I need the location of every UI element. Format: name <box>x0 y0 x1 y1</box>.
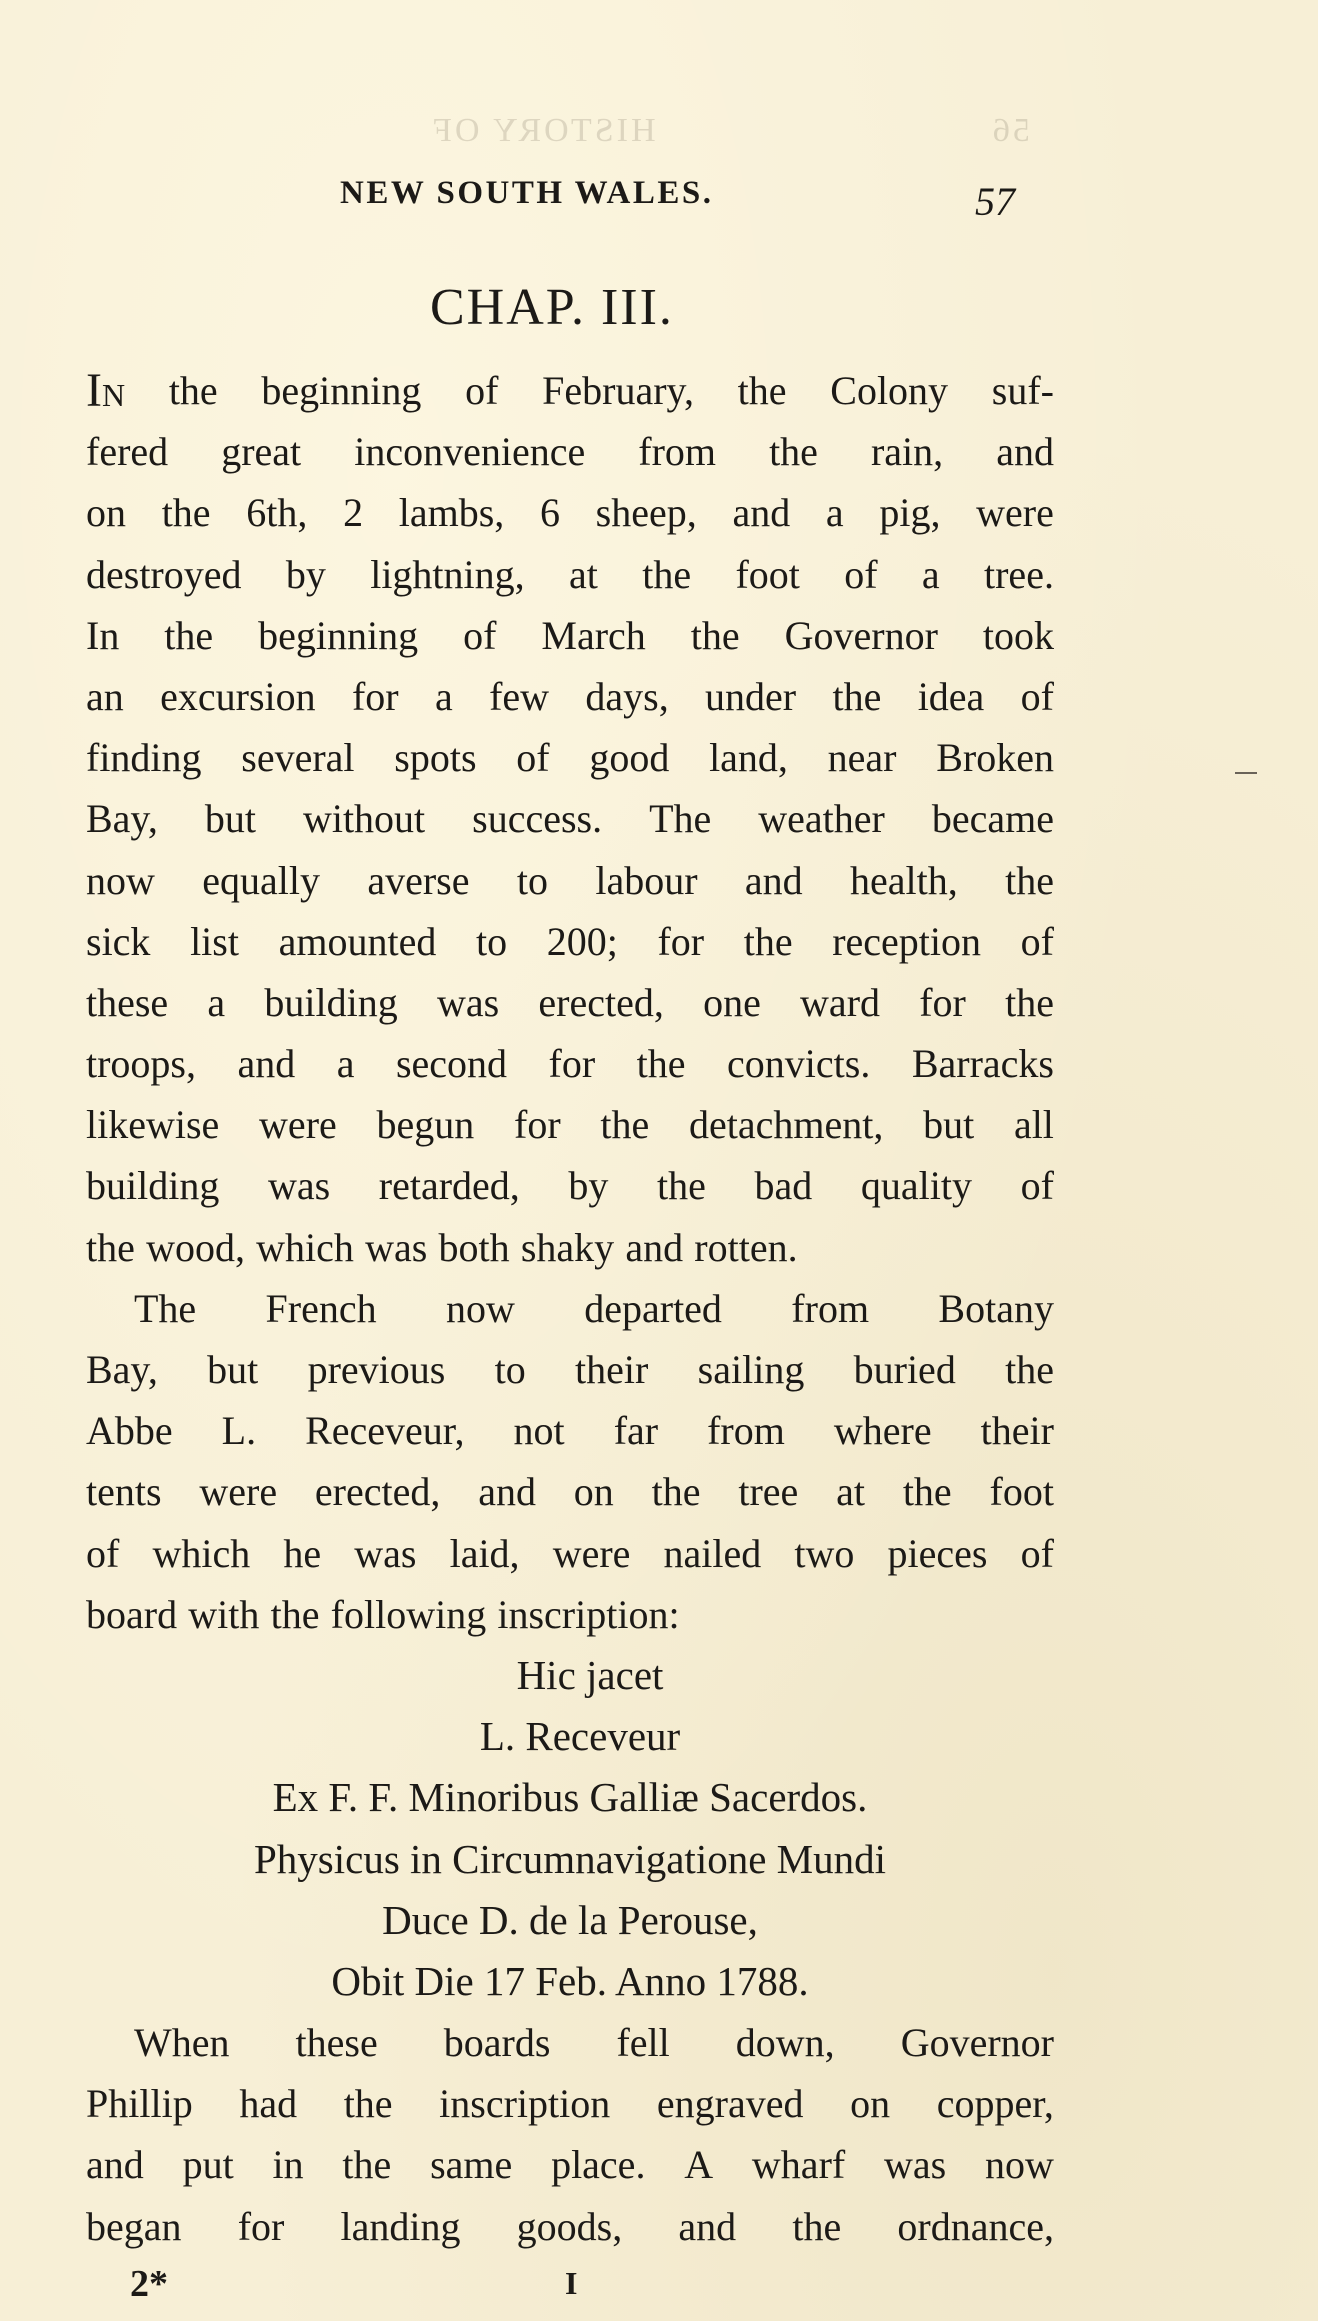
bleed-through-text: HISTORY OF <box>430 112 656 149</box>
printer-signature: 2* <box>130 2263 168 2305</box>
inscription-line: Obit Die 17 Feb. Anno 1788. <box>331 1957 809 2004</box>
inscription-line: Physicus in Circumnavigatione Mundi <box>253 1835 887 1882</box>
bleed-through-text: 56 <box>990 112 1030 149</box>
text-line: the wood, which was both shaky and rotten. <box>86 1224 798 1270</box>
chapter-title: CHAP. III. <box>430 279 674 336</box>
text-line: finding several spots of good land, near Broken <box>86 735 1054 781</box>
text-line: an excursion for a few days, under the idea of <box>86 673 1054 719</box>
signature-letter: I <box>565 2265 578 2301</box>
text-line: fered great inconvenience from the rain, and <box>86 429 1054 475</box>
text-line: In the beginning of March the Governor took <box>86 612 1054 658</box>
text-line: IN the beginning of February, the Colony suf- <box>86 360 1054 421</box>
text-line: destroyed by lightning, at the foot of a tree. <box>86 551 1054 597</box>
page-number: 57 <box>975 179 1015 224</box>
text-line: likewise were begun for the detachment, but all <box>86 1102 1054 1148</box>
text-line: tents were erected, and on the tree at the foot <box>86 1469 1054 1515</box>
inscription-line: Ex F. F. Minoribus Galliæ Sacerdos. <box>272 1774 868 1821</box>
inscription-line: Hic jacet <box>516 1651 664 1698</box>
text-line: these a building was erected, one ward for the <box>86 979 1054 1025</box>
text-line: sick list amounted to 200; for the reception of <box>86 918 1054 964</box>
running-head: NEW SOUTH WALES. <box>340 175 714 211</box>
text-line: building was retarded, by the bad quality of <box>86 1163 1054 1209</box>
text-line: Bay, but previous to their sailing buried the <box>86 1347 1054 1392</box>
text-line: now equally averse to labour and health, the <box>86 857 1054 903</box>
margin-mark <box>1235 772 1257 774</box>
dropcap-word: IN <box>86 364 126 417</box>
text-line: on the 6th, 2 lambs, 6 sheep, and a pig, were <box>86 490 1054 536</box>
body-text <box>86 360 1054 2257</box>
text-line: and put in the same place. A wharf was now <box>86 2142 1054 2188</box>
text-line: The French now departed from Botany <box>134 1285 1054 1331</box>
text-line: board with the following inscription: <box>86 1591 680 1637</box>
inscription-line: Duce D. de la Perouse, <box>382 1896 758 1943</box>
text-line: began for landing goods, and the ordnance, <box>86 2203 1054 2249</box>
text-line: Abbe L. Receveur, not far from where their <box>86 1408 1054 1454</box>
text-line: Bay, but without success. The weather became <box>86 796 1054 842</box>
text-line: of which he was laid, were nailed two pieces of <box>86 1530 1054 1576</box>
text-line: Phillip had the inscription engraved on copper, <box>86 2081 1054 2127</box>
text-line: When these boards fell down, Governor <box>134 2020 1054 2066</box>
text-line: troops, and a second for the convicts. Barracks <box>86 1041 1054 1087</box>
inscription-line: L. Receveur <box>479 1713 681 1760</box>
